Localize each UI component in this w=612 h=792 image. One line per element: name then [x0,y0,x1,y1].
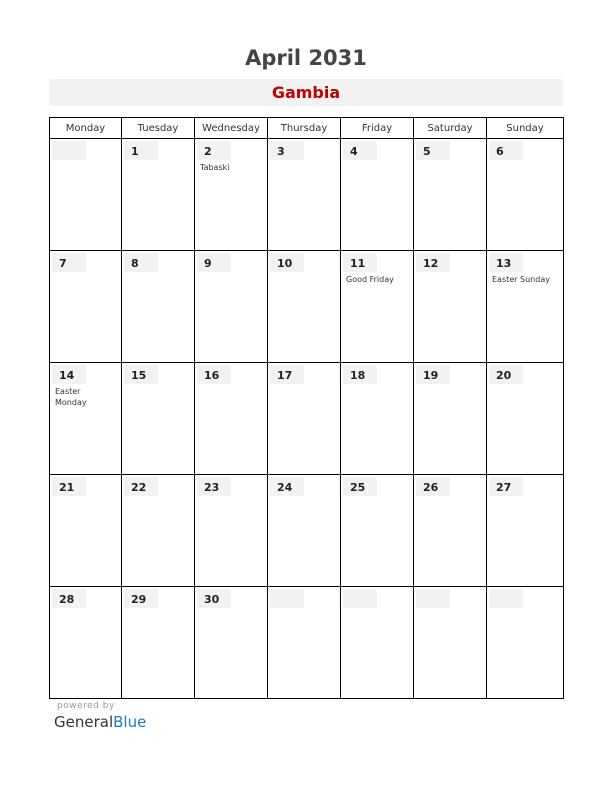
calendar-day-cell [195,139,268,251]
day-number: 10 [277,257,293,270]
holiday-label: Tabaski [200,163,230,172]
day-number-box [52,253,86,272]
day-number: 1 [131,145,139,158]
calendar-day-cell [414,251,487,363]
day-number: 5 [423,145,431,158]
calendar-day-cell [414,587,487,699]
weekday-header-row [50,118,564,139]
calendar-day-cell [487,363,564,475]
day-number: 18 [350,369,366,382]
generalblue-logo[interactable] [54,713,146,731]
holiday-label: Easter Monday [55,387,87,407]
day-number: 19 [423,369,439,382]
calendar-day-cell [268,363,341,475]
calendar-day-cell [487,475,564,587]
day-number-box [489,589,523,608]
calendar-day-cell [50,363,122,475]
day-number: 25 [350,481,366,494]
day-number: 4 [350,145,358,158]
day-number-box [124,141,158,160]
calendar-day-cell [487,587,564,699]
calendar-day-cell [122,587,195,699]
calendar-day-cell [268,251,341,363]
calendar-day-cell [195,363,268,475]
day-number: 12 [423,257,439,270]
calendar-day-cell [122,363,195,475]
day-number: 20 [496,369,512,382]
calendar-day-cell [341,587,414,699]
logo-blue-text: Blue [113,713,147,731]
day-number: 15 [131,369,147,382]
day-number-box [416,589,450,608]
day-number-box [124,253,158,272]
calendar-day-cell [50,251,122,363]
day-number: 30 [204,593,220,606]
calendar-day-cell [414,363,487,475]
calendar-day-cell [341,363,414,475]
logo-general-text: General [54,713,114,731]
day-number: 23 [204,481,220,494]
day-number-box [52,141,86,160]
weekday-wednesday: Wednesday [195,118,268,139]
calendar-day-cell [268,139,341,251]
calendar-day-cell [268,475,341,587]
weekday-sunday: Sunday [487,118,564,139]
day-number: 29 [131,593,147,606]
day-number: 21 [59,481,75,494]
calendar-day-cell [195,587,268,699]
day-number: 24 [277,481,293,494]
calendar-day-cell [122,251,195,363]
holiday-label: Easter Sunday [492,275,550,284]
day-number: 7 [59,257,67,270]
day-number: 28 [59,593,75,606]
day-number: 17 [277,369,293,382]
calendar-day-cell [341,475,414,587]
calendar-day-cell [50,139,122,251]
calendar-day-cell [122,475,195,587]
day-number-box [416,141,450,160]
day-number-box [197,253,231,272]
day-number: 3 [277,145,285,158]
calendar-week-row [50,363,564,475]
day-number: 11 [350,257,366,270]
day-number-box [489,141,523,160]
day-number-box [343,141,377,160]
weekday-saturday: Saturday [414,118,487,139]
weekday-monday: Monday [50,118,122,139]
calendar-grid [49,117,564,699]
day-number: 8 [131,257,139,270]
calendar-day-cell [195,475,268,587]
day-number: 13 [496,257,512,270]
day-number: 26 [423,481,439,494]
calendar-week-row [50,475,564,587]
day-number-box [343,589,377,608]
calendar-week-row [50,251,564,363]
day-number: 27 [496,481,512,494]
day-number-box [270,589,304,608]
country-name: Gambia [271,83,341,102]
weekday-friday: Friday [341,118,414,139]
calendar-day-cell [414,139,487,251]
day-number: 6 [496,145,504,158]
day-number-box [270,141,304,160]
day-number: 22 [131,481,147,494]
day-number: 2 [204,145,212,158]
powered-by-text: powered by [57,701,115,711]
day-number: 16 [204,369,220,382]
calendar-day-cell [50,587,122,699]
calendar-day-cell [341,251,414,363]
calendar-day-cell [195,251,268,363]
day-number: 9 [204,257,212,270]
page-title: April 2031 [245,46,367,70]
holiday-label: Good Friday [346,275,394,284]
calendar-week-row [50,139,564,251]
calendar-week-row [50,587,564,699]
weekday-thursday: Thursday [268,118,341,139]
weekday-tuesday: Tuesday [122,118,195,139]
calendar-day-cell [122,139,195,251]
calendar-day-cell [268,587,341,699]
calendar-day-cell [414,475,487,587]
calendar-day-cell [487,251,564,363]
calendar-body [50,139,564,699]
day-number: 14 [59,369,75,382]
calendar-day-cell [341,139,414,251]
day-number-box [197,141,231,160]
country-banner [49,79,563,106]
calendar-day-cell [50,475,122,587]
calendar-day-cell [487,139,564,251]
